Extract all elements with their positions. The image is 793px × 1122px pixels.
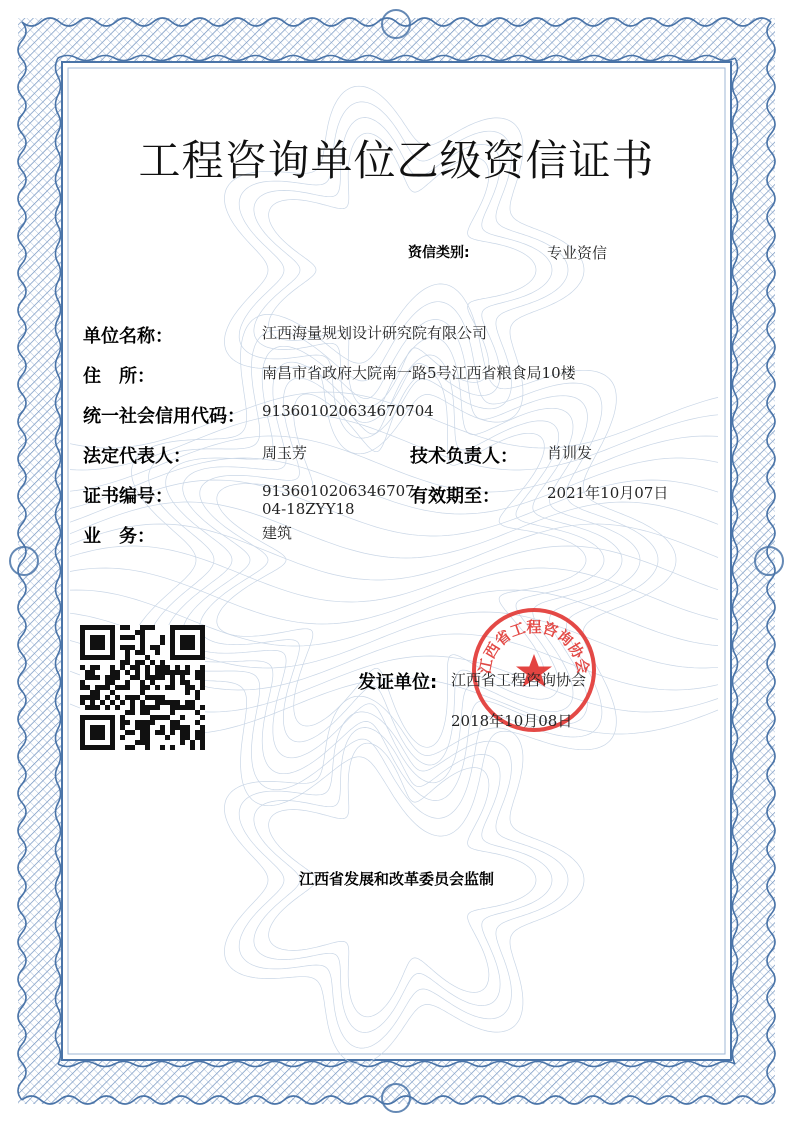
category-value: 专业资信 bbox=[547, 244, 608, 262]
credit-code-label: 统一社会信用代码： bbox=[83, 406, 245, 427]
credit-code-value: 913601020634670704 bbox=[262, 402, 434, 420]
valid-until-value: 2021年10月07日 bbox=[547, 484, 669, 502]
qr-code[interactable] bbox=[80, 625, 205, 750]
business-value: 建筑 bbox=[262, 524, 293, 542]
valid-until-label: 有效期至： bbox=[410, 486, 500, 507]
issue-date: 2018年10月08日 bbox=[451, 712, 573, 730]
cert-no-label: 证书编号： bbox=[83, 486, 173, 507]
cert-no-value-line1: 9136010206346707 bbox=[262, 482, 415, 500]
supervisor-footer: 江西省发展和改革委员会监制 bbox=[298, 870, 494, 888]
cert-no-value-line2: 04-18ZYY18 bbox=[262, 500, 355, 518]
legal-rep-label: 法定代表人： bbox=[83, 446, 191, 467]
legal-rep-value: 周玉芳 bbox=[262, 444, 308, 462]
certificate-title: 工程咨询单位乙级资信证书 bbox=[138, 136, 655, 185]
category-label: 资信类别: bbox=[408, 245, 470, 261]
issuer-label: 发证单位: bbox=[358, 672, 438, 693]
unit-name-value: 江西海量规划设计研究院有限公司 bbox=[262, 324, 488, 342]
address-label: 住 所： bbox=[83, 366, 155, 387]
issuer-value: 江西省工程咨询协会 bbox=[451, 671, 587, 689]
tech-lead-value: 肖训发 bbox=[547, 444, 593, 462]
business-label: 业 务： bbox=[83, 526, 155, 547]
seal-text: 江西省工程咨询协会 bbox=[475, 618, 593, 676]
address-value: 南昌市省政府大院南一路5号江西省粮食局10楼 bbox=[262, 364, 576, 382]
tech-lead-label: 技术负责人： bbox=[410, 446, 518, 467]
unit-name-label: 单位名称： bbox=[83, 326, 173, 347]
